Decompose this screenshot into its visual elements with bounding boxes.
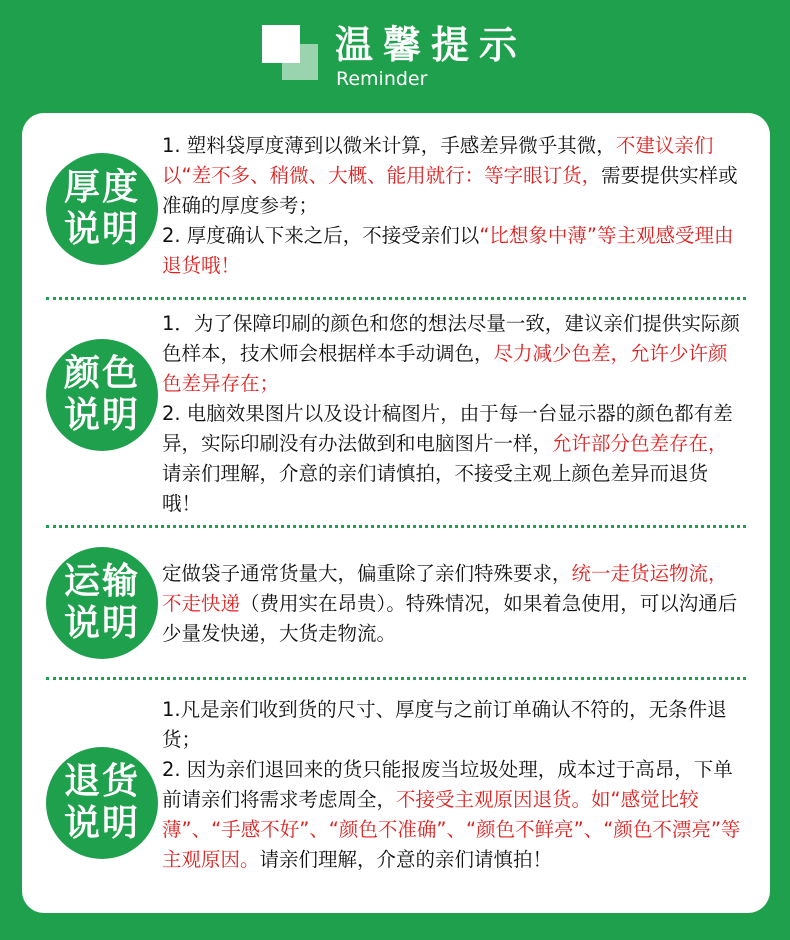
section-badge xyxy=(46,547,158,659)
highlight-text: “比想象中薄”等主观感受理由退货哦！ xyxy=(162,224,734,277)
badge-line: 厚度 xyxy=(63,167,140,208)
body-text: 2. 厚度确认下来之后，不接受亲们以 xyxy=(162,224,480,247)
section-badge xyxy=(46,747,158,859)
section-text xyxy=(162,559,742,649)
reminder-card xyxy=(22,113,770,913)
paragraph xyxy=(162,131,742,221)
badge-line: 颜色 xyxy=(63,353,140,394)
page-title: 温馨提示 xyxy=(335,23,528,67)
paragraph xyxy=(162,695,742,755)
body-text: 2. 电脑效果图片以及设计稿图片，由于每一台显示器的颜色都有差异，实际印刷没有办法做到和电脑图片一样， xyxy=(162,402,733,455)
paragraph xyxy=(162,399,742,519)
divider xyxy=(46,297,746,300)
badge-line: 运输 xyxy=(63,561,140,602)
paragraph xyxy=(162,309,742,399)
highlight-text: 不接受主观原因退货。如“感觉比较薄”、“手感不好”、“颜色不准确”、“颜色不鲜亮”、“颜色不漂亮”等主观原因。 xyxy=(162,788,741,871)
highlight-text: 统一走货运物流，不走快递 xyxy=(162,562,728,615)
body-text: 1.凡是亲们收到货的尺寸、厚度与之前订单确认不符的，无条件退货； xyxy=(162,698,727,751)
body-text: 需要提供实样或准确的厚度参考； xyxy=(162,164,738,217)
divider xyxy=(46,525,746,528)
body-text: （费用实在昂贵）。特殊情况，如果着急使用，可以沟通后少量发快递，大货走物流。 xyxy=(162,592,738,645)
badge-line: 说明 xyxy=(63,803,140,844)
logo-square-overlay-icon xyxy=(282,44,318,80)
paragraph xyxy=(162,755,742,875)
section-text xyxy=(162,131,742,281)
section-badge xyxy=(46,339,158,451)
divider xyxy=(46,677,746,680)
badge-line: 说明 xyxy=(63,395,140,436)
body-text: 请亲们理解，介意的亲们请慎拍，不接受主观上颜色差异而退货哦！ xyxy=(162,462,709,515)
body-text: 1．为了保障印刷的颜色和您的想法尽量一致，建议亲们提供实际颜色样本，技术师会根据样本手动调色， xyxy=(162,312,740,365)
body-text: 定做袋子通常货量大，偏重除了亲们特殊要求， xyxy=(162,562,572,585)
highlight-text: 尽力减少色差，允许少许颜色差异存在； xyxy=(162,342,728,395)
badge-line: 退货 xyxy=(63,761,140,802)
body-text: 2. 因为亲们退回来的货只能报废当垃圾处理，成本过于高昂，下单前请亲们将需求考虑周全， xyxy=(162,758,733,811)
highlight-text: 不建议亲们以“差不多、稍微、大概、能用就行：等字眼订货， xyxy=(162,134,714,187)
header xyxy=(0,0,790,110)
badge-line: 说明 xyxy=(63,603,140,644)
body-text: 请亲们理解，介意的亲们请慎拍！ xyxy=(259,848,553,871)
paragraph xyxy=(162,559,742,649)
badge-line: 说明 xyxy=(63,209,140,250)
body-text: 1. 塑料袋厚度薄到以微米计算，手感差异微乎其微， xyxy=(162,134,616,157)
section-badge xyxy=(46,153,158,265)
paragraph xyxy=(162,221,742,281)
page-subtitle: Reminder xyxy=(336,68,428,90)
highlight-text: 允许部分色差存在， xyxy=(552,432,728,455)
section-text xyxy=(162,309,742,519)
section-text xyxy=(162,695,742,875)
